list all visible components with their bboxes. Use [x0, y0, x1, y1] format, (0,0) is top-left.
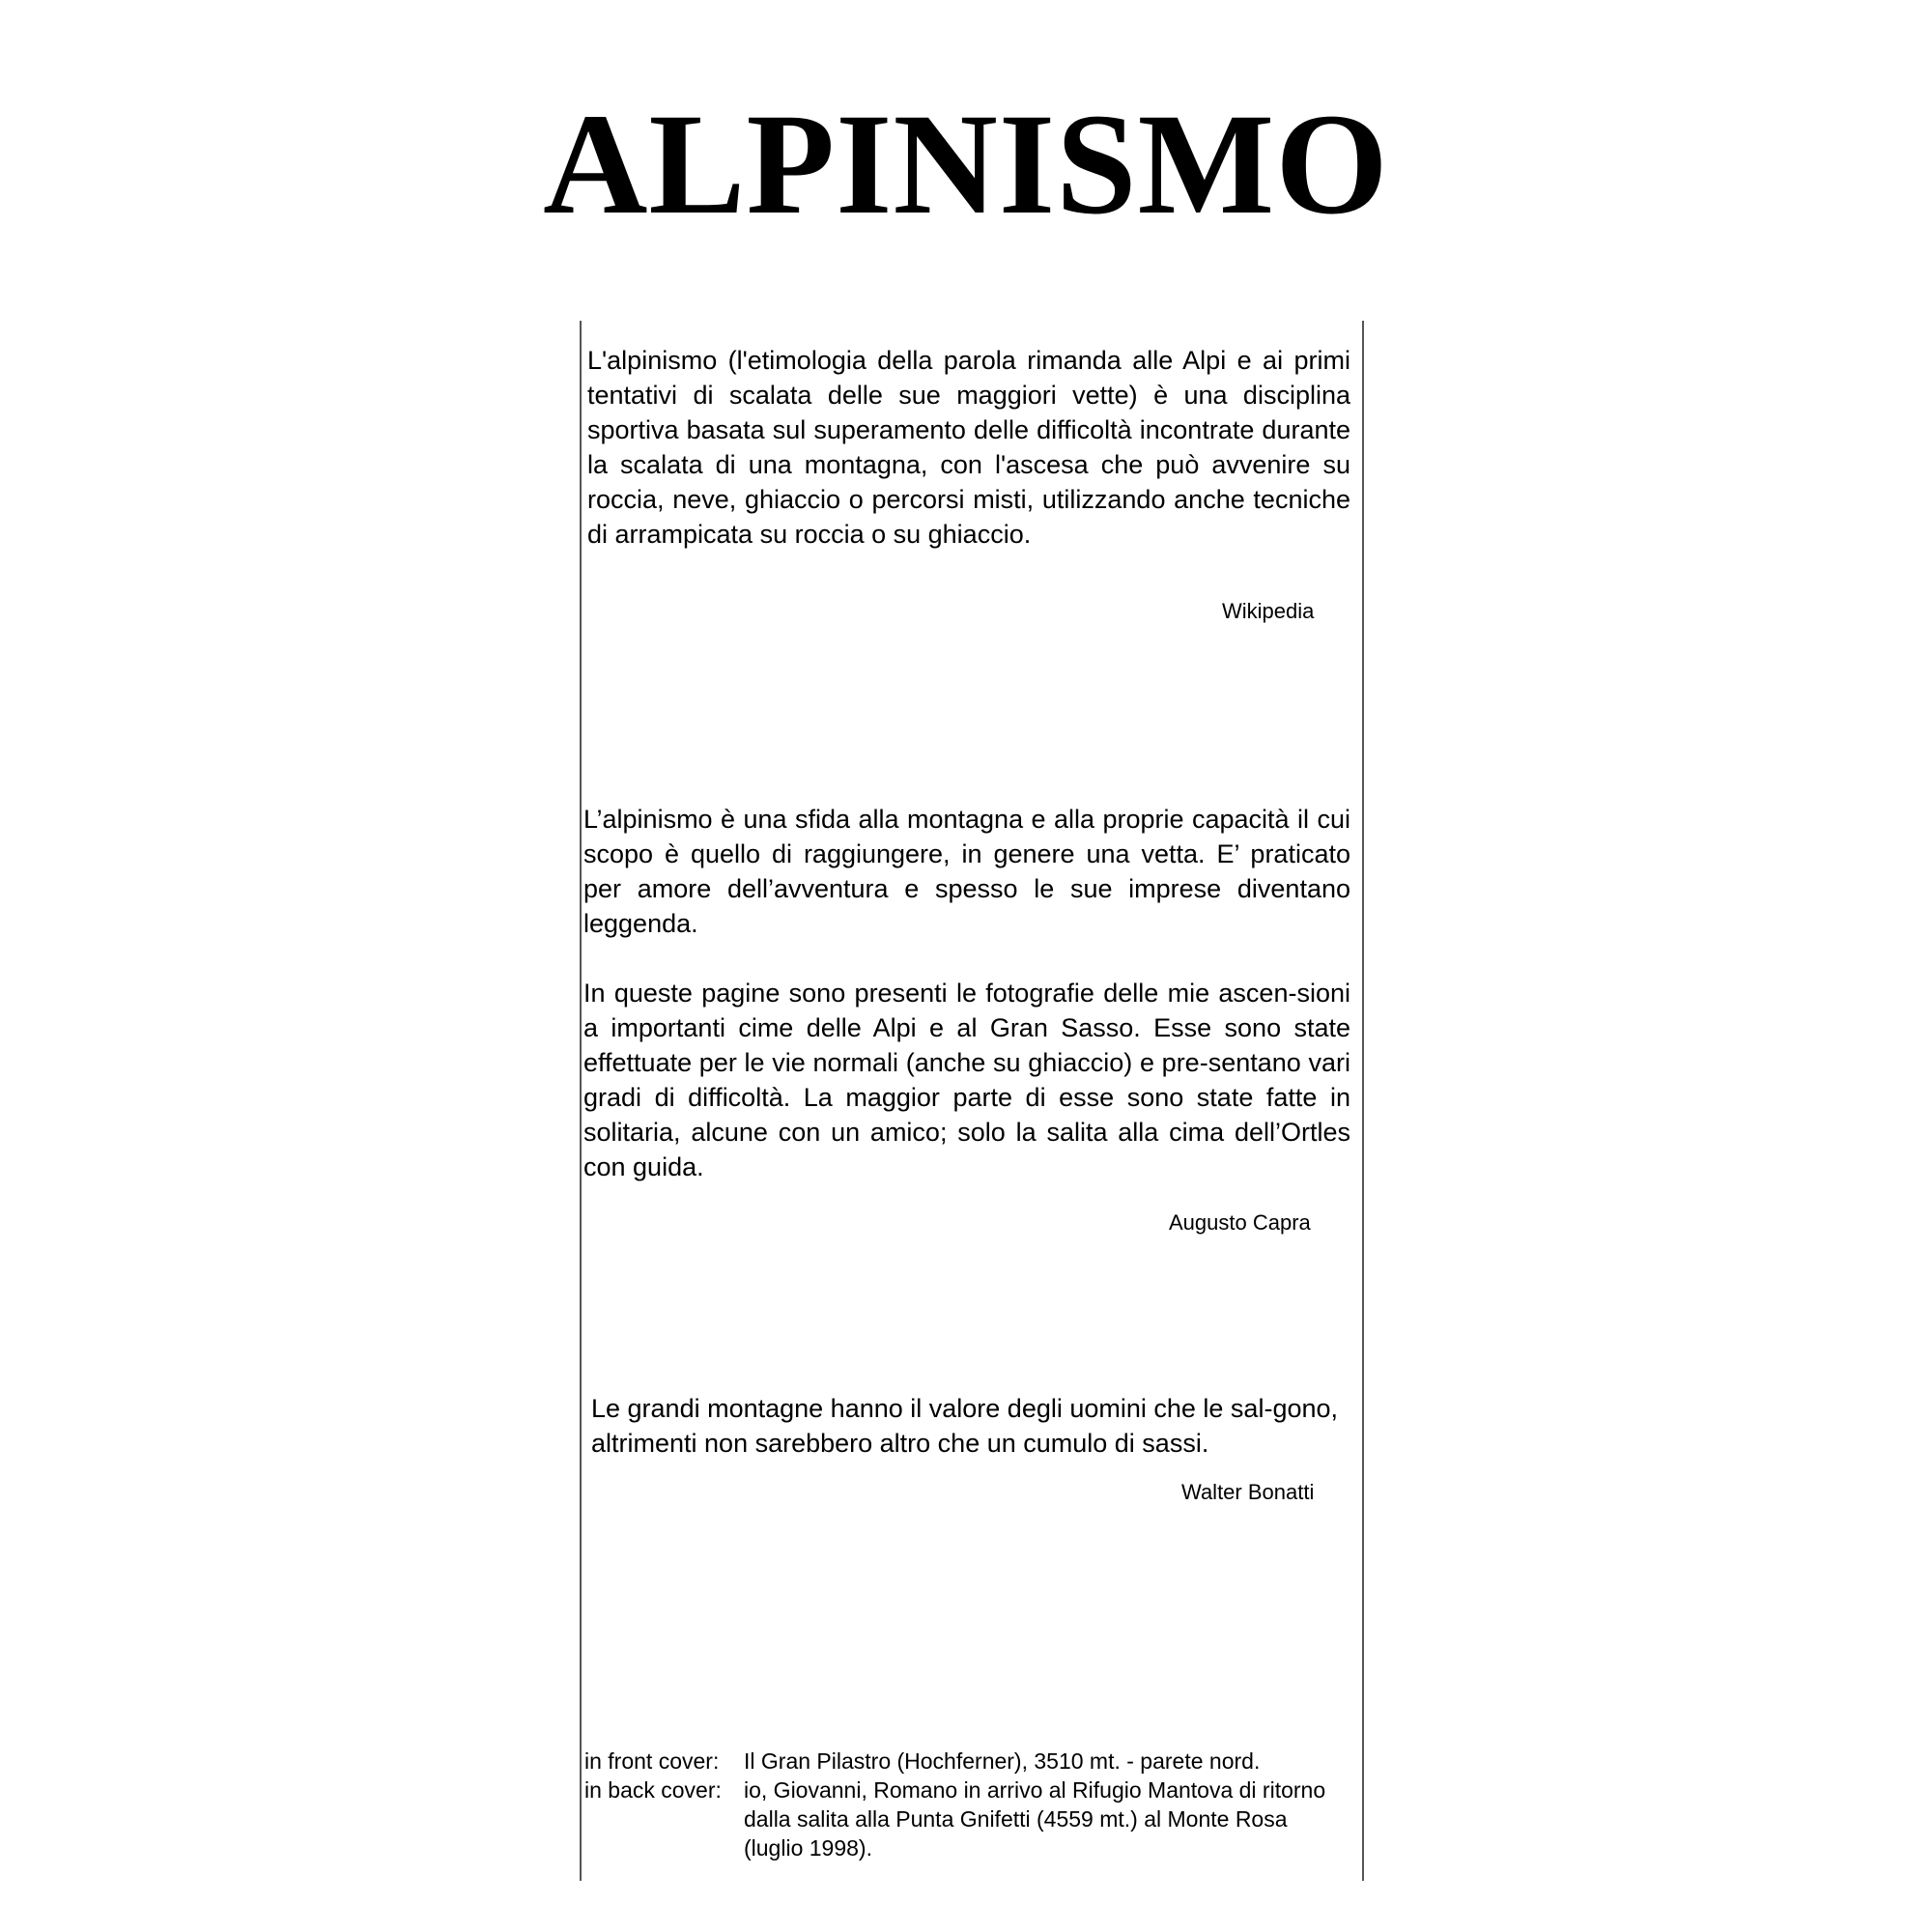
bonatti-quote: Le grandi montagne hanno il valore degli uomini che le sal-gono, altrimenti non sarebbero altro che un cumulo di sassi.	[591, 1394, 1339, 1458]
author-attribution: Augusto Capra	[1169, 1210, 1311, 1235]
front-cover-label: in front cover:	[584, 1748, 720, 1774]
front-cover-text: Il Gran Pilastro (Hochferner), 3510 mt. - parete nord.	[744, 1748, 1261, 1774]
wikipedia-definition-paragraph: L'alpinismo (l'etimologia della parola rimanda alle Alpi e ai primi tentativi di scalata delle sue maggiori vette) è una disciplina sportiva basata sul superamento delle difficoltà incontrate durante la scalata di una montagna, con l'ascesa che può avvenire su roccia, neve, ghiaccio o percorsi misti, utilizzando anche tecniche di arrampicata su roccia o su ghiaccio.	[587, 346, 1350, 549]
right-column-rule	[1362, 321, 1364, 1881]
wikipedia-attribution: Wikipedia	[1222, 599, 1315, 623]
front-cover-caption	[584, 1747, 1333, 1776]
author-intro-paragraph: L’alpinismo è una sfida alla montagna e alla proprie capacità il cui scopo è quello di raggiungere, in genere una vetta. E’ praticato per amore dell’avventura e spesso le sue imprese diventano leggenda.	[583, 805, 1350, 938]
page-title: ALPINISMO	[543, 84, 1389, 244]
back-cover-label: in back cover:	[584, 1777, 722, 1803]
left-column-rule	[580, 321, 582, 1881]
cover-captions	[584, 1747, 1333, 1862]
back-cover-text: io, Giovanni, Romano in arrivo al Rifugio Mantova di ritorno dalla salita alla Punta Gnifetti (4559 mt.) al Monte Rosa (luglio 1998).	[744, 1777, 1326, 1861]
back-cover-caption	[584, 1776, 1333, 1862]
bonatti-attribution: Walter Bonatti	[1181, 1480, 1315, 1504]
author-photos-paragraph: In queste pagine sono presenti le fotografie delle mie ascen-sioni a importanti cime delle Alpi e al Gran Sasso. Esse sono state effettuate per le vie normali (anche su ghiaccio) e pre-sentano vari gradi di difficoltà. La maggior parte di esse sono state fatte in solitaria, alcune con un amico; solo la salita alla cima dell’Ortles con guida.	[583, 979, 1350, 1181]
